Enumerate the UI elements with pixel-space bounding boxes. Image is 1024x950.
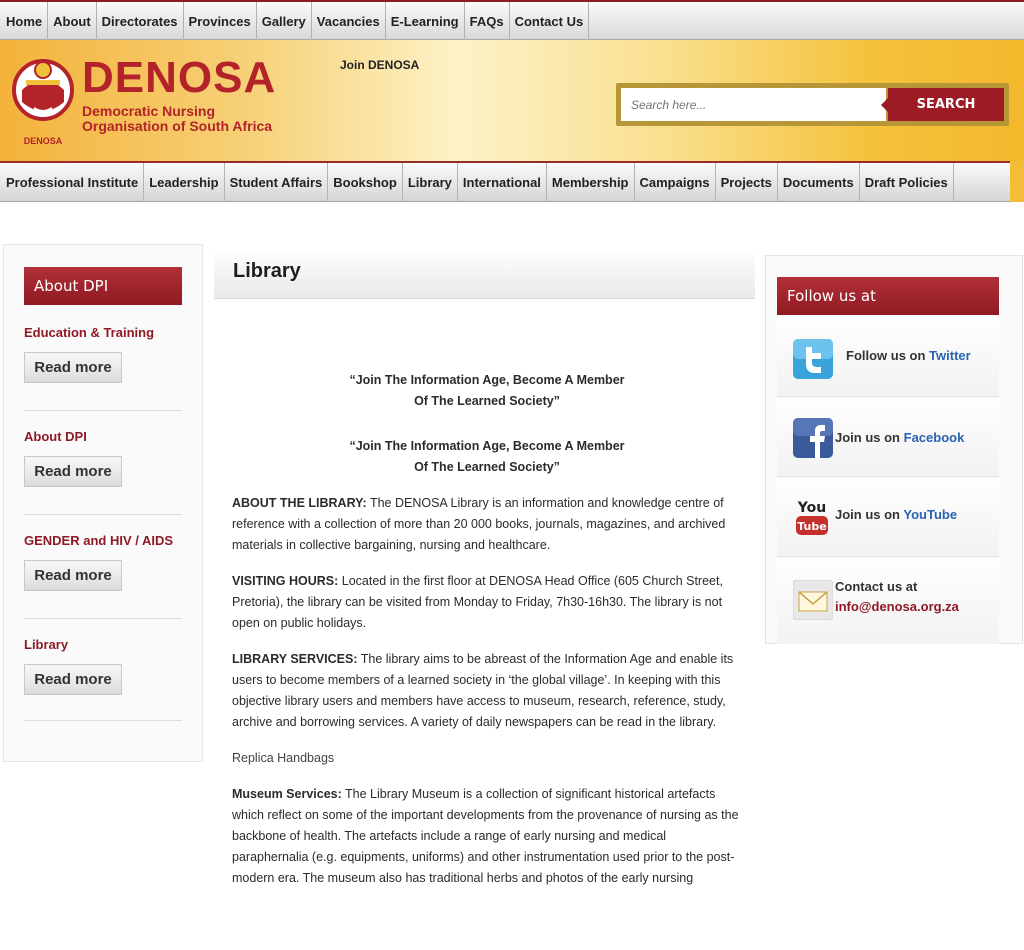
sub-nav-documents[interactable]: Documents: [778, 163, 860, 202]
page-title: Library: [233, 260, 301, 282]
sub-nav-library[interactable]: Library: [403, 163, 458, 202]
social-item-facebook[interactable]: [777, 398, 999, 477]
contact-text: [835, 577, 959, 617]
social-item-youtube[interactable]: [777, 478, 999, 557]
mail-icon: [793, 580, 833, 620]
logo-subtitle: [82, 104, 272, 134]
paragraph-text: The library aims to be abreast of the Information Age and enable its users to become members of a learned society in ‘the global village’. In keeping with this objective library users and members have access to museum, research, reference, study, archive and borrowing services. A variety of daily newspapers can be read in the library.: [232, 652, 734, 729]
sub-nav-membership[interactable]: Membership: [547, 163, 635, 202]
read-more-button[interactable]: Read more: [24, 456, 122, 487]
sub-nav-projects[interactable]: Projects: [716, 163, 778, 202]
social-text: [835, 428, 964, 448]
about-library-paragraph: [232, 493, 742, 556]
top-nav-contact-us[interactable]: Contact Us: [510, 2, 590, 40]
plain-text-line: Replica Handbags: [232, 751, 335, 765]
top-nav-e-learning[interactable]: E-Learning: [386, 2, 465, 40]
twitter-link[interactable]: Twitter: [929, 348, 971, 363]
top-nav-about[interactable]: About: [48, 2, 97, 40]
quote-line: Of The Learned Society”: [414, 460, 560, 474]
visiting-hours-paragraph: [232, 571, 742, 634]
search-input[interactable]: [621, 88, 886, 121]
sidebar-section-title[interactable]: GENDER and HIV / AIDS: [24, 533, 174, 548]
search-button[interactable]: SEARCH: [888, 88, 1004, 121]
svg-text:You: You: [797, 500, 827, 516]
library-services-paragraph: [232, 649, 742, 733]
social-item-twitter[interactable]: [777, 318, 999, 397]
sub-nav-international[interactable]: International: [458, 163, 547, 202]
youtube-link[interactable]: YouTube: [903, 507, 958, 522]
quote-line: “Join The Information Age, Become A Member: [349, 439, 625, 453]
paragraph-label: LIBRARY SERVICES:: [232, 652, 358, 666]
social-prefix: Join us on: [835, 430, 904, 445]
paragraph-text: Located in the first floor at DENOSA Head Office (605 Church Street, Pretoria), the library can be visited from Monday to Friday, 7h30-16h30. The library is not open on public holidays.: [232, 574, 723, 630]
top-nav-provinces[interactable]: Provinces: [184, 2, 257, 40]
museum-services-paragraph: [232, 784, 742, 889]
social-text: [835, 505, 957, 525]
svg-text:Tube: Tube: [797, 520, 827, 533]
main-content: [232, 370, 742, 904]
sub-nav-edge: [1010, 161, 1024, 202]
left-sidebar-heading: About DPI: [24, 267, 182, 305]
sidebar-section-education: [24, 325, 182, 411]
denosa-emblem-logo[interactable]: [12, 50, 74, 148]
top-nav-vacancies[interactable]: Vacancies: [312, 2, 386, 40]
twitter-icon: [793, 339, 833, 379]
contact-prefix: Contact us at: [835, 579, 918, 594]
read-more-button[interactable]: Read more: [24, 560, 122, 591]
social-prefix: Follow us on: [846, 348, 930, 363]
sub-nav: [0, 161, 1010, 202]
search-bar: [616, 83, 1009, 126]
quote-line: “Join The Information Age, Become A Member: [349, 373, 625, 387]
emblem-label: DENOSA: [23, 136, 63, 146]
left-sidebar: [3, 244, 203, 762]
site-header: [0, 40, 1024, 161]
quote-line: Of The Learned Society”: [414, 394, 560, 408]
sidebar-section-library: [24, 637, 182, 721]
sidebar-section-title[interactable]: About DPI: [24, 429, 87, 444]
sub-nav-leadership[interactable]: Leadership: [144, 163, 224, 202]
right-sidebar: [765, 255, 1023, 644]
follow-us-heading: Follow us at: [777, 277, 999, 315]
sidebar-section-title[interactable]: Library: [24, 637, 69, 652]
social-item-contact[interactable]: [777, 558, 999, 644]
paragraph-text: The DENOSA Library is an information and knowledge centre of reference with a collection of more than 20 000 books, journals, magazines, and archived materials in collective bargaining, nursing and healthcare.: [232, 496, 726, 552]
sub-nav-draft-policies[interactable]: Draft Policies: [860, 163, 954, 202]
read-more-button[interactable]: Read more: [24, 664, 122, 695]
contact-email-link[interactable]: info@denosa.org.za: [835, 599, 959, 614]
paragraph-text: The Library Museum is a collection of significant historical artefacts which reflect on some of the important developments from the provenance of nursing as the backbone of health. The artefacts include a range of early nursing and medical paraphernalia (e.g. equipments, uniforms) and other instrumentation used prior to the post-modern era. The museum also has traditional herbs and photos of the early nursing: [232, 787, 739, 885]
logo-title[interactable]: DENOSA: [82, 53, 277, 102]
top-nav-directorates[interactable]: Directorates: [97, 2, 184, 40]
top-nav-home[interactable]: Home: [0, 2, 48, 40]
sub-nav-student-affairs[interactable]: Student Affairs: [225, 163, 329, 202]
social-prefix: Join us on: [835, 507, 904, 522]
sub-nav-bookshop[interactable]: Bookshop: [328, 163, 403, 202]
youtube-icon: [793, 497, 831, 537]
sub-nav-campaigns[interactable]: Campaigns: [635, 163, 716, 202]
facebook-link[interactable]: Facebook: [903, 430, 965, 445]
logo-subtitle-line-1: Democratic Nursing: [82, 103, 216, 119]
top-nav-faqs[interactable]: FAQs: [465, 2, 510, 40]
paragraph-label: ABOUT THE LIBRARY:: [232, 496, 367, 510]
quote-block: [232, 370, 742, 412]
quote-block: [232, 436, 742, 478]
logo-subtitle-line-2: Organisation of South Africa: [82, 118, 273, 134]
sidebar-section-gender-hiv: [24, 533, 182, 619]
sidebar-section-about-dpi: [24, 429, 182, 515]
join-denosa-link[interactable]: Join DENOSA: [340, 58, 420, 72]
paragraph-label: VISITING HOURS:: [232, 574, 339, 588]
sidebar-section-title[interactable]: Education & Training: [24, 325, 155, 340]
social-text: [846, 346, 971, 366]
facebook-icon: [793, 418, 833, 458]
top-nav-gallery[interactable]: Gallery: [257, 2, 312, 40]
main-title-bar: [214, 252, 755, 299]
sub-nav-professional-institute[interactable]: Professional Institute: [0, 163, 144, 202]
top-nav: [0, 0, 1024, 40]
paragraph-label: Museum Services:: [232, 787, 342, 801]
read-more-button[interactable]: Read more: [24, 352, 122, 383]
